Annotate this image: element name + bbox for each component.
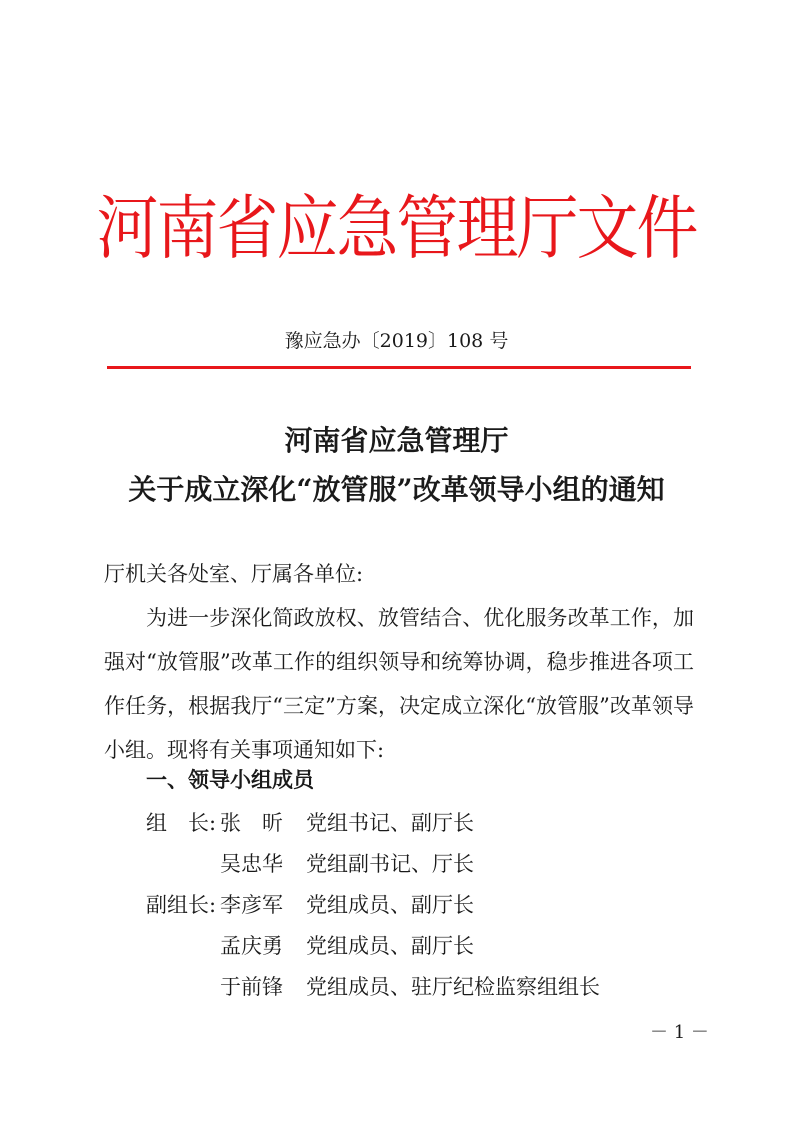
member-position: 党组成员、副厅长 xyxy=(306,934,474,958)
red-divider-line xyxy=(107,366,691,369)
member-position: 党组成员、驻厅纪检监察组组长 xyxy=(306,975,600,999)
member-position: 党组副书记、厅长 xyxy=(306,852,474,876)
page-number: － 1 － xyxy=(650,1022,709,1043)
section-heading: 一、领导小组成员 xyxy=(146,768,314,792)
member-name: 吴忠华 xyxy=(220,852,283,876)
salutation: 厅机关各处室、厅属各单位: xyxy=(104,562,364,586)
issuer-title: 河南省应急管理厅文件 xyxy=(96,186,697,269)
member-name: 李彦军 xyxy=(220,893,283,917)
member-position: 党组成员、副厅长 xyxy=(306,893,474,917)
document-number: 豫应急办〔2019〕108 号 xyxy=(284,330,509,352)
notice-title-line-1: 河南省应急管理厅 xyxy=(284,424,509,457)
member-role: 组 长: xyxy=(146,811,217,835)
member-name: 于前锋 xyxy=(220,975,283,999)
body-paragraph: 为进一步深化简政放权、放管结合、优化服务改革工作，加强对“放管服”改革工作的组织领导和统筹协调，稳步推进各项工作任务，根据我厅“三定”方案，决定成立深化“放管服”改革领导小组。现将有关事项通知如下: xyxy=(104,606,694,762)
member-name: 张 昕 xyxy=(220,811,283,835)
notice-title-line-2: 关于成立深化“放管服”改革领导小组的通知 xyxy=(128,473,665,506)
member-position: 党组书记、副厅长 xyxy=(306,811,474,835)
member-name: 孟庆勇 xyxy=(220,934,283,958)
member-role: 副组长: xyxy=(146,893,217,917)
